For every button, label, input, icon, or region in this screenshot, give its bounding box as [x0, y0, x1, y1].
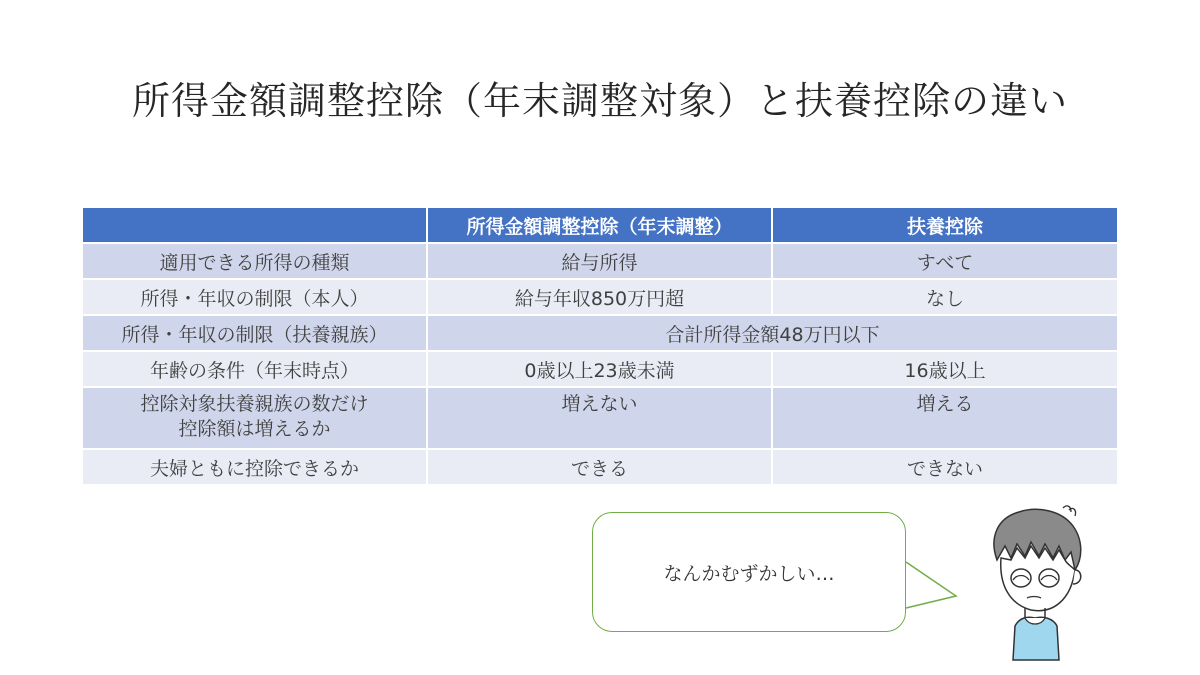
- table-row: [83, 279, 1117, 315]
- table-row: [83, 243, 1117, 279]
- confused-person-illustration: [975, 500, 1095, 660]
- speech-bubble-text: なんかむずかしい…: [663, 563, 835, 585]
- cell-merged: 合計所得金額48万円以下: [427, 315, 1117, 351]
- speech-bubble: [592, 512, 906, 632]
- header-empty: [83, 208, 427, 243]
- cell-income-adjustment: 給与所得: [427, 243, 772, 279]
- header-income-adjustment-deduction: 所得金額調整控除（年末調整）: [427, 208, 772, 243]
- cell-income-adjustment: 給与年収850万円超: [427, 279, 772, 315]
- row-label: 年齢の条件（年末時点）: [83, 351, 427, 387]
- row-label-line-1: 控除対象扶養親族の数だけ: [140, 393, 369, 415]
- table-row: [83, 449, 1117, 484]
- cell-income-adjustment: 0歳以上23歳未満: [427, 351, 772, 387]
- slide-title: 所得金額調整控除（年末調整対象）と扶養控除の違い: [131, 79, 1068, 123]
- cell-income-adjustment: 増えない: [427, 387, 772, 449]
- header-dependent-deduction: 扶養控除: [772, 208, 1117, 243]
- row-label: 適用できる所得の種類: [83, 243, 427, 279]
- cell-dependent: できない: [772, 449, 1117, 484]
- row-label-line-2: 控除額は増えるか: [178, 418, 331, 440]
- row-label: 夫婦ともに控除できるか: [83, 449, 427, 484]
- cell-income-adjustment: できる: [427, 449, 772, 484]
- cell-dependent: すべて: [772, 243, 1117, 279]
- table-row: [83, 387, 1117, 449]
- row-label: [83, 387, 427, 449]
- table-row: [83, 315, 1117, 351]
- row-label: 所得・年収の制限（扶養親族）: [83, 315, 427, 351]
- cell-dependent: 増える: [772, 387, 1117, 449]
- table-row: [83, 351, 1117, 387]
- speech-bubble-tail: [890, 560, 970, 620]
- row-label: 所得・年収の制限（本人）: [83, 279, 427, 315]
- table-header-row: [83, 208, 1117, 243]
- cell-dependent: なし: [772, 279, 1117, 315]
- cell-dependent: 16歳以上: [772, 351, 1117, 387]
- comparison-table: [83, 208, 1117, 484]
